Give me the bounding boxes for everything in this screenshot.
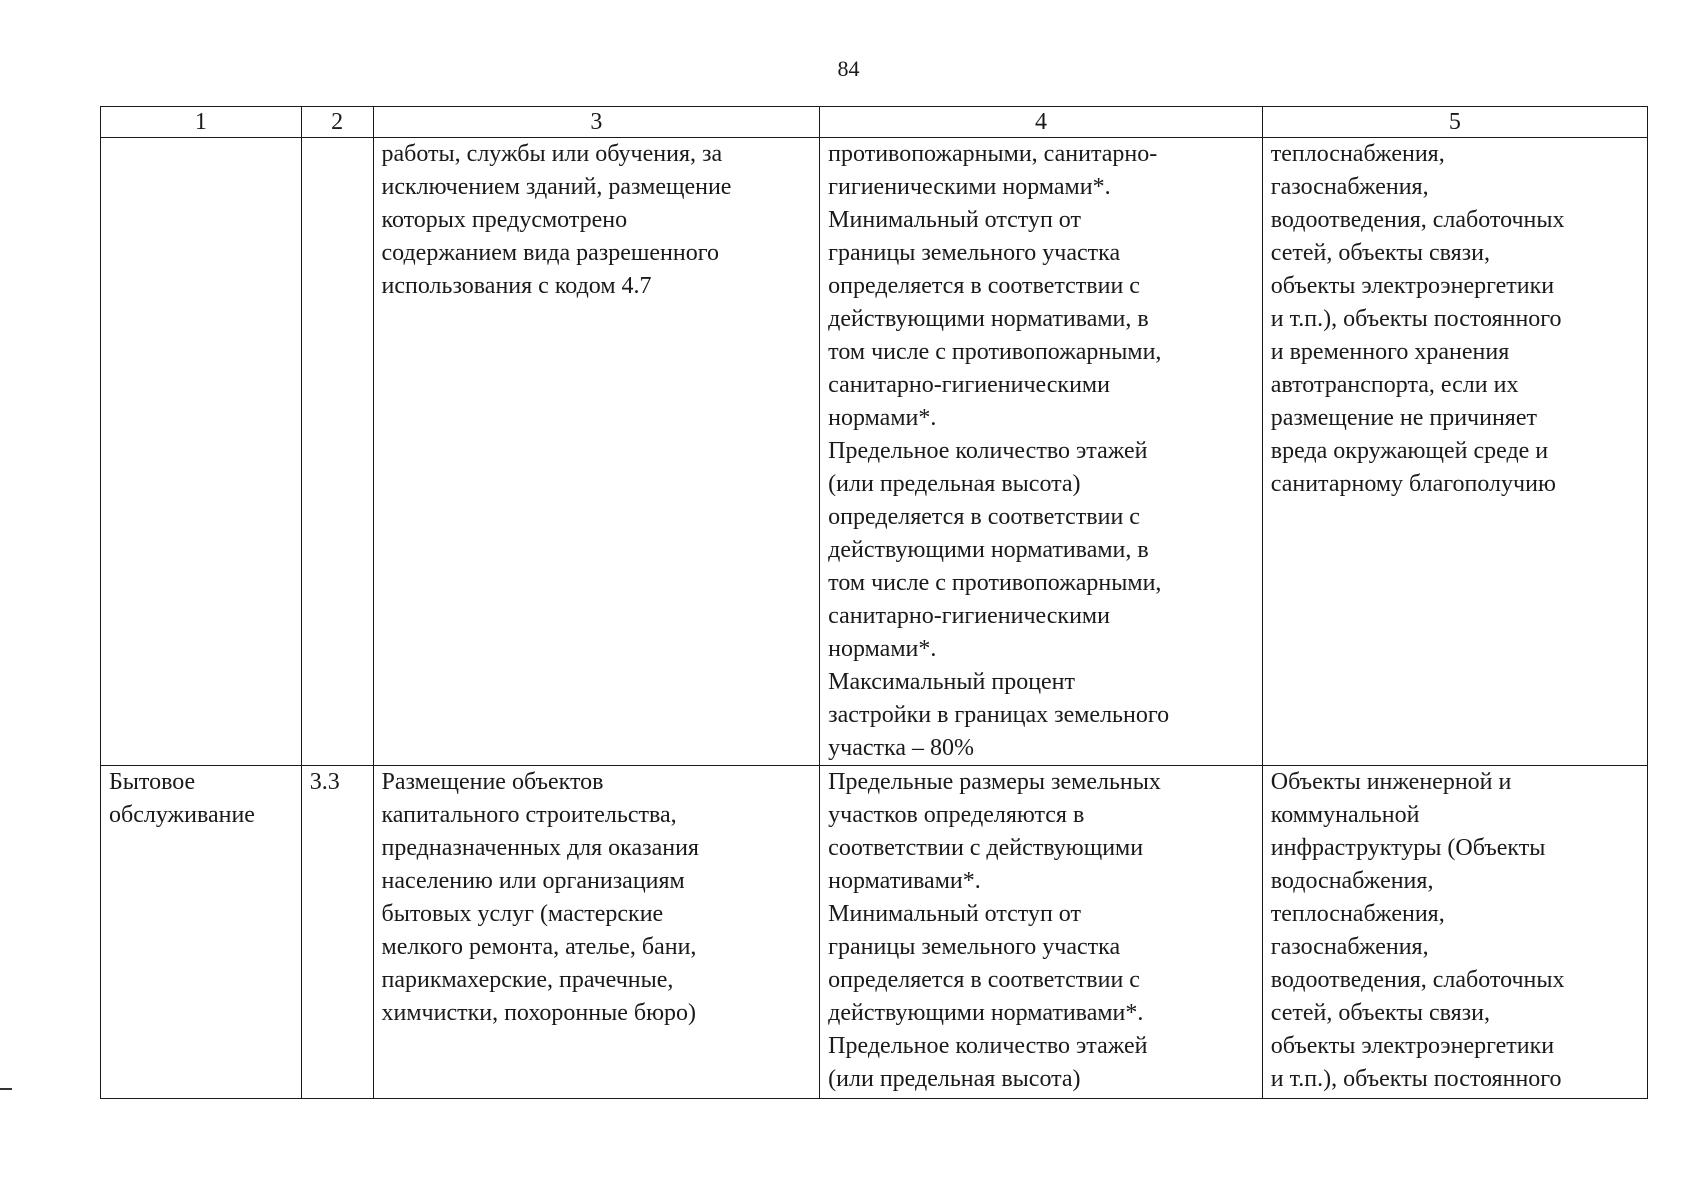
use-code-text: 3.3	[309, 769, 340, 795]
table-row	[101, 766, 1648, 1099]
parameters-text: Предельные размеры земельных участков определяются в соответствии с действующими нормативами*. Минимальный отступ от границы земельного участка определяется в соответствии с действующими нормативами*. Предельное количество этажей (или предельная высота)	[828, 769, 1161, 1092]
parameters-text: противопожарными, санитарно- гигиеническими нормами*. Минимальный отступ от границы земельного участка определяется в соответствии с действующими нормативами, в том числе с противопожарными, санитарно-гигиеническими нормами*. Предельное количество этажей (или предельная высота) определяется в соответствии с действующими нормативами, в том числе с противопожарными, санитарно-гигиеническими нормами*. Максимальный процент застройки в границах земельного участка – 80%	[828, 141, 1170, 761]
use-code-cell	[301, 138, 373, 766]
auxiliary-uses-cell	[1262, 138, 1647, 766]
column-header-4: 4	[820, 107, 1263, 138]
column-header-5: 5	[1262, 107, 1647, 138]
use-name-cell	[101, 138, 302, 766]
column-header-3: 3	[373, 107, 820, 138]
description-cell	[373, 138, 820, 766]
use-name-text: Бытовое обслуживание	[109, 769, 255, 828]
use-name-cell	[101, 766, 302, 1099]
table-row	[101, 138, 1648, 766]
use-code-cell	[301, 766, 373, 1099]
auxiliary-uses-text: теплоснабжения, газоснабжения, водоотведения, слаботочных сетей, объекты связи, объекты электроэнергетики и т.п.), объекты постоянного и временного хранения автотранспорта, если их размещение не причиняет вреда окружающей среде и санитарному благополучию	[1270, 141, 1565, 497]
column-header-2: 2	[301, 107, 373, 138]
parameters-cell	[820, 138, 1263, 766]
description-text: Размещение объектов капитального строительства, предназначенных для оказания населению или организациям бытовых услуг (мастерские мелкого ремонта, ателье, бани, парикмахерские, прачечные, химчистки, похоронные бюро)	[381, 769, 699, 1026]
auxiliary-uses-cell	[1262, 766, 1647, 1099]
page-number: 84	[837, 56, 860, 81]
column-header-1: 1	[101, 107, 302, 138]
description-text: работы, службы или обучения, за исключением зданий, размещение которых предусмотрено содержанием вида разрешенного использования с кодом 4.7	[381, 141, 732, 299]
auxiliary-uses-text: Объекты инженерной и коммунальной инфраструктуры (Объекты водоснабжения, теплоснабжения, газоснабжения, водоотведения, слаботочных сетей, объекты связи, объекты электроэнергетики и т.п.), объекты постоянного	[1270, 769, 1565, 1092]
parameters-cell	[820, 766, 1263, 1099]
scan-edge-mark	[0, 1088, 12, 1090]
zoning-table	[100, 106, 1648, 1099]
table-header-row	[101, 107, 1648, 138]
description-cell	[373, 766, 820, 1099]
